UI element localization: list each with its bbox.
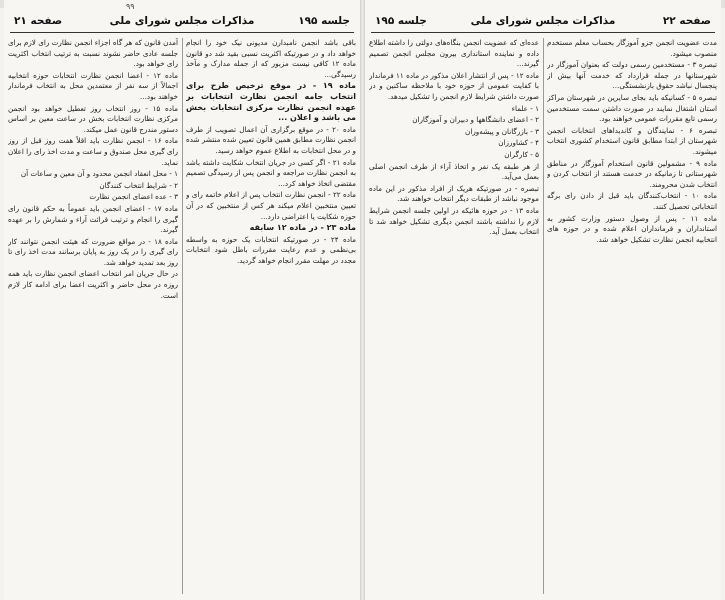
- right-page-title: مذاکرات مجلس شورای ملی: [470, 15, 616, 27]
- seal-mark: ۹۹: [126, 2, 135, 11]
- right-session-label: جلسه ۱۹۵: [375, 15, 427, 27]
- article: ماده ۱۹ - در موقع ترخیص طرح برای انتخاب جامه انجمن نظارت انتخابات بر عهده انجمن نظارت مرکزی انتخابات بخش می باشد و اعلان ...: [186, 81, 356, 123]
- article: ماده ۲۴ - در صورتیکه انتخابات یک حوزه به واسطه بی‌نظمی و عدم رعایت مقررات باطل شود انتخابات مجدد در مهلت مقرر انجام خواهد گردید.: [186, 234, 356, 265]
- paragraph: عده‌ای که عضویت انجمن بنگاه‌های دولتی را داشته اطلاع داده و نماینده استانداری بیرون مجلس انجمن تصمیم گیرند...: [369, 38, 539, 69]
- article: ماده ۱۸ - در مواقع ضرورت که هیئت انجمن نتوانند کار رای گیری را در یک روز به پایان برسانند مدت اخذ رای تا روز بعد تمدید خواهد شد.: [8, 236, 178, 267]
- list-item: ۲ - اعضای دانشگاهها و دبیران و آموزگاران: [412, 115, 539, 125]
- right-page-right-column: [547, 38, 717, 594]
- article: ماده ۱۳ - در حوزه هائیکه در اولین جلسه انجمن شرایط لازم را نداشته باشند انجمن دیگری تشکیل خواهد شد تا انتخاب بعمل آید.: [369, 205, 539, 237]
- article: ماده ۱۱ - پس از وصول دستور وزارت کشور به استانداران و فرمانداران اعلام شده و در حوزه های انتخابیه انجمن نظارت تشکیل خواهد شد.: [547, 213, 717, 244]
- left-page-number: جلسه ۱۹۵: [298, 15, 350, 27]
- left-page-right-column: [186, 38, 356, 594]
- article: ماده ۱۰ - انتخاب‌کنندگان باید قبل از دادن رای برگه انتخاباتی تحصیل کنند.: [547, 191, 717, 211]
- right-page-left-column: [369, 38, 539, 594]
- list-item: ۳ - عده اعضای انجمن نظارت: [89, 192, 178, 202]
- list-item: ۴ - کشاورزان: [498, 138, 539, 148]
- left-page-title: مذاکرات مجلس شورای ملی: [109, 15, 255, 27]
- paragraph: در حال جریان امر انتخاب اعضای انجمن نظارت باید همه روزه در محل حاضر و اکثریت اعضا برای ادامه کار لازم است.: [8, 269, 178, 300]
- article: ماده ۱۵ - روز انتخاب روز تعطیل خواهد بود انجمن مرکزی نظارت انتخابات بخش در ساعت معین بر اساس دستور مندرج قانون عمل میکند.: [8, 103, 178, 134]
- note: تبصره ۵ - کسانیکه باید بجای سایرین در شهرستان مراکز استان اشتغال نمایند در صورت داشتن سمت مستخدمین رسمی تابع مقررات عمومی خواهند بود.: [547, 92, 717, 124]
- article: ماده ۲۰ - در موقع برگزاری آن اعمال تصویب از طرف انجمن نظارت مطابق همین قانون تعیین شده منتشر شده و در محل انتخابات به اطلاع عموم خواهد رسید.: [186, 124, 356, 155]
- column-divider: [182, 38, 183, 594]
- column-divider: [543, 38, 544, 594]
- article: ماده ۱۶ - انجمن نظارت باید اقلاً هفت روز قبل از روز رای گیری محل صندوق و ساعت و مدت اخذ رای را اعلان نماید.: [8, 136, 178, 167]
- article: ماده ۱۲ - اعضا انجمن نظارت انتخابات حوزه انتخابیه اجمالاً از سه نفر از معتمدین محل به انتخاب فرماندار خواهند بود...: [8, 70, 178, 101]
- right-page-number: صفحه ۲۲: [662, 15, 711, 27]
- paragraph: باقی باشد انجمن نامبدارن مدیونی نیک خود را انجام خواهد داد و در صورتیکه اکثریت نسبی بقید شد دو قانون ماده ۱۲ کافی نیست مزبور که از جمله مدارک و مآخذ رسیدگی...: [186, 38, 356, 79]
- article: ماده ۹ - مشمولین قانون استخدام آموزگار در مناطق شهرستانی تا زمانیکه در خدمت هستند از انتخاب کردن و انتخاب شدن محرومند.: [547, 158, 717, 189]
- left-session-label: صفحه ۲۱: [14, 15, 63, 27]
- note: تبصره - در صورتیکه هریک از افراد مذکور در این ماده موجود نباشد از طبقات دیگر انتخاب خواهند شد.: [369, 183, 539, 204]
- paragraph: از هر طبقه یک نفر و اتخاذ آراء از طرف انجمن اصلی بعمل می‌آید.: [369, 161, 539, 182]
- paragraph: مدت عضویت انجمن جزو آموزگار بحساب معلم مستخدم منصوب میشود.: [547, 38, 717, 58]
- article: ماده ۲۲ - انجمن نظارت انتخاب پس از اعلام خاتمه رای و تعیین منتخبین اعلام میکند هر کس از منتخبین که در آن حوزه شکایت یا اعتراضی دارد...: [186, 190, 356, 221]
- article: ماده ۱۲ - پس از انتشار اعلان مذکور در ماده ۱۱ فرماندار با کفایت عمومی از حوزه خود با ملاحظه ساکنین و در صورت داشتن شرایط لازم انجمن را تشکیل میدهد.: [369, 70, 539, 101]
- article: ماده ۲۱ - اگر کسی در جریان انتخاب شکایت داشته باشد به انجمن نظارت مراجعه و انجمن پس از رسیدگی تصمیم مقتضی اتخاذ خواهد کرد...: [186, 157, 356, 188]
- note: تبصره ۶ - نمایندگان و کاندیداهای انتخابات انجمن شهرستان از ابتدا مطابق قانون استخدام کشوری انتخاب میشوند.: [547, 125, 717, 156]
- list-item: ۳ - بازرگانان و پیشه‌وران: [465, 126, 539, 136]
- right-page-header: [371, 14, 715, 33]
- left-page-header: [10, 14, 354, 33]
- article: ماده ۱۷ - اعضای انجمن باید عموماً به حکم قانون رای گیری را انجام و ترتیب قرائت آراء و شمارش را بر عهده گیرند.: [8, 203, 178, 235]
- list-item: ۱ - محل انعقاد انجمن محدود و آن معین و ساعات آن: [20, 169, 178, 179]
- list-item: ۵ - کارگران: [504, 149, 539, 159]
- list-item: ۲ - شرایط انتخاب کنندگان: [99, 180, 178, 190]
- note: تبصره ۳ - مستخدمین رسمی دولت که بعنوان آموزگار در شهرستانها در جمله قرارداد که خدمت آنها بیش از پنجسال نباشد حقوق بازنشستگی...: [547, 60, 717, 91]
- paragraph: آمدن قانون که هر گاه اجزاء انجمن نظارت رای لازم برای جلسه عادی حاضر نشوند نسبت به ترتیب انتخاب اکثریت رای خواهد بود.: [8, 38, 178, 69]
- left-page-left-column: [8, 38, 178, 594]
- right-page: [365, 0, 721, 600]
- left-page: [4, 0, 360, 600]
- article: ماده ۲۳ - در ماده ۱۲ سابقه: [249, 223, 356, 233]
- list-item: ۱ - علماء: [511, 103, 539, 113]
